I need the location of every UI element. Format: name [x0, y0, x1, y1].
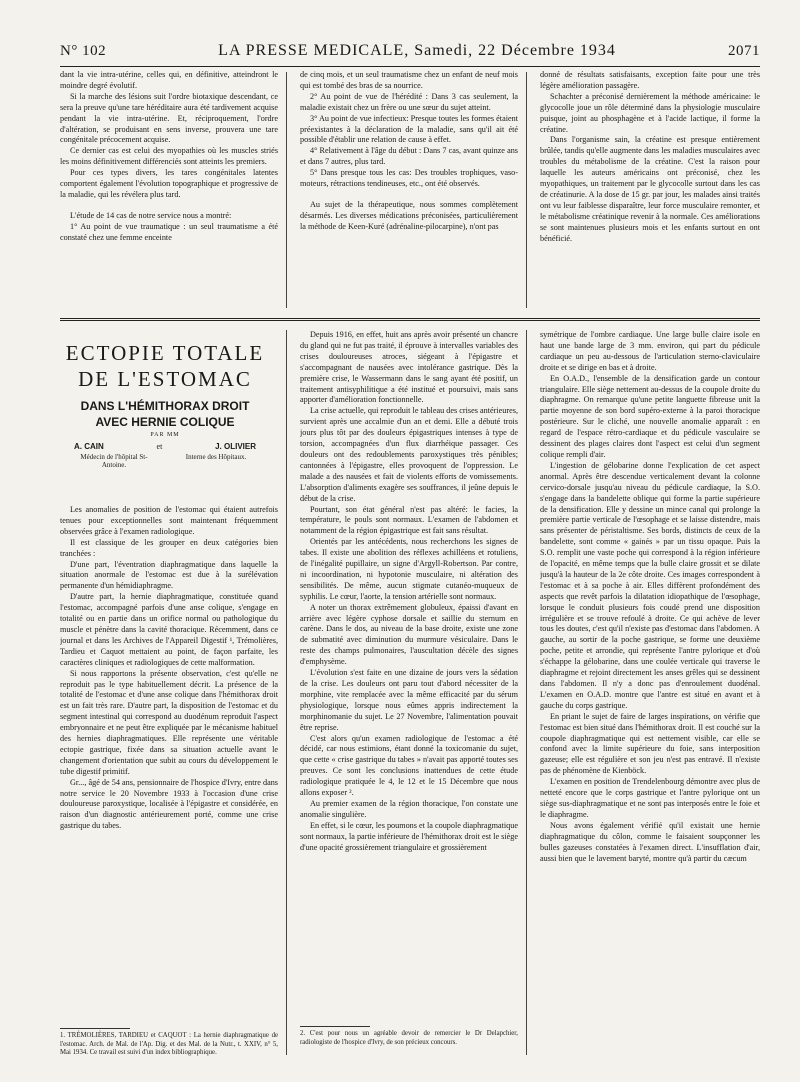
- paragraph: Dans l'organisme sain, la créatine est presque entièrement brûlée, tandis qu'elle augmente dans les maladies musculaires avec troubles du métabolisme de la créatine. C'est la raison pour laquelle les auteurs américains ont préconisé, chez les myopathiques, un traitement par le glycocolle surtout dans les cas de créatinurie. A la dose de 15 gr. par jour, les malades ainsi traités ont vu leur faiblesse disparaître, leur force musculaire remonter, et le métabolisme créatinique revenir à la normale. Ces améliorations se sont maintenues plusieurs mois et les enfants surtout en ont bénéficié.: [540, 135, 760, 243]
- author-cain: A. CAIN: [74, 442, 104, 451]
- paragraph: 4° Relativement à l'âge du début : Dans 7 cas, avant quinze ans et dans 7 autres, plus tard.: [300, 146, 518, 167]
- paragraph: Il est classique de les grouper en deux catégories bien tranchées :: [60, 537, 278, 558]
- paragraph: Les anomalies de position de l'estomac qui étaient autrefois tenues pour exceptionnelles sont maintenant fréquemment observées grâce à l'examen radiologique.: [60, 505, 278, 536]
- paragraph: Pourtant, son état général n'est pas altéré: le facies, la température, le pouls sont normaux. L'examen de l'abdomen et notamment de la région épigastrique est fait sans résultat.: [300, 504, 518, 536]
- paragraph: La crise actuelle, qui reproduit le tableau des crises antérieures, survient après une accalmie d'un an et demi. Elle a débuté trois jours plus tôt par des douleurs épigastriques intenses à type de torsion, accompagnées d'un flux diarrhéique passager. Ces douleurs ont des redoublements paroxystiques très pénibles; cantonnées à l'épigastre, elles provoquent de l'oppression. Le malade a des nausées et fait de violents efforts de vomissements. L'absorption d'aliments exagère ses souffrances, il jeûne depuis le début de la crise.: [300, 406, 518, 503]
- paragraph: Si la marche des lésions suit l'ordre biotaxique descendant, ce sera la preuve qu'une tare héréditaire aura été tardivement acquise pendant la vie intra-utérine. Et, réciproquement, l'ordre d'altération, se produisant en sens inverse, prouvera une tare congénitale précocement acquise.: [60, 91, 278, 145]
- top-column-2: [300, 70, 518, 310]
- author-olivier: J. OLIVIER: [215, 442, 256, 451]
- paragraph: D'une part, l'éventration diaphragmatique dans laquelle la situation anormale de l'estomac est due à la surélévation permanente d'un hémidiaphragme.: [60, 559, 278, 591]
- authors-block: [60, 432, 270, 469]
- article-title-block: [60, 340, 270, 430]
- paragraph: symétrique de l'ombre cardiaque. Une large bulle claire isole en haut une bande large de 3 mm. environ, qui part du pédicule cardiaque un peu au-dessous de l'articulation sterno-claviculaire droite et se dirige en bas et à droite.: [540, 330, 760, 372]
- paragraph: 1° Au point de vue traumatique : un seul traumatisme a été constaté chez une femme enceinte: [60, 221, 278, 242]
- paragraph: L'évolution s'est faite en une dizaine de jours vers la sédation de la crise. Les douleurs ont paru tout d'abord nécessiter de la morphine, vite remplacée avec la même efficacité par du sérum physiologique, lorsque nous eûmes appris indirectement la morphinomanie du sujet. Le 27 Novembre, l'alimentation pouvait être reprise.: [300, 668, 518, 732]
- paragraph: Gr..., âgé de 54 ans, pensionnaire de l'hospice d'Ivry, entre dans notre service le 20 Novembre 1933 à l'occasion d'une crise douloureuse paroxystique, localisée à l'épigastre et considérée, en raison d'un diagnostic antérieurement porté, comme une crise gastrique du tabes.: [60, 777, 278, 831]
- paragraph: En O.A.D., l'ensemble de la densification garde un contour triangulaire. Elle siège nettement au-dessus de la coupole droite du diaphragme. On remarque qu'une petite languette fibreuse unit la partie moyenne de son bord supéro-externe à la paroi thoracique postérieure. Sur le cliché, une nouvelle anomalie apparaît : en regard de l'espace rétro-cardiaque et du pédicule vasculaire se dessinent des plages claires dont l'aspect est celui d'un segment colique rempli d'air.: [540, 373, 760, 459]
- paragraph: L'étude de 14 cas de notre service nous a montré:: [70, 210, 232, 220]
- paragraph: Au premier examen de la région thoracique, l'on constate une anomalie singulière.: [300, 798, 518, 819]
- paragraph: 2° Au point de vue de l'hérédité : Dans 3 cas seulement, la maladie existait chez un frère ou une sœur du sujet atteint.: [300, 91, 518, 112]
- paragraph: donné de résultats satisfaisants, exception faite pour une très légère amélioration passagère.: [540, 70, 760, 90]
- article-subtitle-line-1: DANS L'HÉMITHORAX DROIT: [80, 399, 250, 413]
- column-rule: [286, 72, 287, 308]
- article-subtitle-line-2: AVEC HERNIE COLIQUE: [95, 415, 235, 429]
- footnote-rule: [300, 1026, 370, 1027]
- page-number: 2071: [728, 43, 760, 59]
- paragraph: Ce dernier cas est celui des myopathies où les muscles striés les moins définitivement différenciés sont atteints les premiers.: [60, 146, 278, 167]
- paragraph: Si nous rapportons la présente observation, c'est qu'elle ne reproduit pas le type habituellement décrit. La présence de la totalité de l'estomac et d'une anse colique dans l'hémithorax droit est un fait très rare. D'autre part, la disposition de l'estomac et du segment intestinal qui correspond au duodénum reproduit l'aspect embryonnaire et ne peut être expliquée par le mécanisme habituel des hernies diaphragmatiques. Elle représente une véritable ectopie gastrique, fixée dans sa situation actuelle avant le changement d'orientation que subit au cours du développement le tube digestif primitif.: [60, 668, 278, 776]
- paragraph: dant la vie intra-utérine, celles qui, en définitive, atteindront le moindre degré évolutif.: [60, 70, 278, 90]
- article-title-line-1: ECTOPIE TOTALE: [65, 341, 265, 365]
- paragraph: Pour ces types divers, les tares congénitales latentes comportent également l'évolution topographique et progressive de la maladie, qui les révélera plus tard.: [60, 168, 278, 199]
- journal-title: LA PRESSE MEDICALE, Samedi, 22 Décembre 1934: [218, 42, 616, 59]
- paragraph: A noter un thorax extrêmement globuleux, épaissi d'avant en arrière avec légère cyphose dorsale et saillie du sternum en carène. Dans le dos, au niveau de la base droite, existe une zone de submatité avec diminution du murmure vésiculaire. Dans le reste des champs pulmonaires, l'auscultation décèle des signes d'emphysème.: [300, 602, 518, 667]
- par-label: PAR MM: [150, 432, 180, 438]
- author-olivier-role: Interne des Hôpitaux.: [185, 453, 247, 461]
- top-column-1: [60, 70, 278, 310]
- paragraph: 3° Au point de vue infectieux: Presque toutes les formes étaient préexistantes à la déclaration de la maladie, sans qu'il ait été possible d'établir une relation de cause à effet.: [300, 113, 518, 145]
- paragraph: Orientés par les antécédents, nous recherchons les signes de tabes. Il existe une abolition des réflexes achilléens et rotuliens, de l'inégalité pupillaire, un signe d'Argyll-Robertson. Par contre, ni incoordination, ni hypotonie musculaire, ni altération des sensibilités. De même, aucun stigmate cutanéo-muqueux de syphilis. Le cœur, l'aorte, la tension artérielle sont normaux.: [300, 537, 518, 601]
- header-rule: [60, 66, 760, 67]
- footnote-1: 1. TRÉMOLIÈRES, TARDIEU et CAQUOT : La hernie diaphragmatique de l'estomac. Arch. de Mal. de l'Ap. Dig. et des Mal. de la Nutr., t. XXIV, n° 5, Mai 1934. Ce travail est suivi d'un index bibliographique.: [60, 1032, 278, 1057]
- paragraph: L'examen en position de Trendelenbourg démontre avec plus de netteté encore que le corps gastrique et l'antre pylorique ont un siège sus-diaphragmatique et ne sont pas interposés entre le foie et le diaphragme.: [540, 777, 760, 819]
- column-rule: [526, 330, 527, 1055]
- paragraph: En priant le sujet de faire de larges inspirations, on vérifie que l'estomac est bien situé dans l'hémithorax droit. Il est couché sur la coupole diaphragmatique qui est nettement visible, car elle se confond avec la limite supérieure du foie, sans interposition gazeuse; elle est régulière et son jeu n'est pas entravé. Il n'existe pas de phénomène de Kienböck.: [540, 711, 760, 776]
- paragraph: de cinq mois, et un seul traumatisme chez un enfant de neuf mois qui est tombé des bras de sa nourrice.: [300, 70, 518, 90]
- paragraph: D'autre part, la hernie diaphragmatique, constituée quand l'estomac, accompagné parfois d'une anse colique, s'engage en totalité ou en partie dans un orifice normal ou pathologique du muscle et pénètre dans la cavité thoracique. Récemment, dans ce journal et dans les Archives de l'Appareil Digestif ¹, Trémolières, Tardieu et Caquot mettaient au point, de façon parfaite, les caractères cliniques et radiologiques de cette malformation.: [60, 592, 278, 667]
- paragraph: Schachter a préconisé dernièrement la méthode américaine: le glycocolle joue un rôle déterminé dans la physiologie musculaire puisque, joint au phosphagène et à l'acide lactique, il forme la créatine.: [540, 91, 760, 134]
- article-column-1: [60, 505, 278, 1000]
- article-title-line-2: DE L'ESTOMAC: [78, 367, 252, 391]
- page-header: [60, 42, 760, 64]
- paragraph: Au sujet de la thérapeutique, nous sommes complètement désarmés. Les diverses médications préconisées, particulièrement la méthode de Keen-Kuré (adrénaline-pilocarpine), n'ont pas: [300, 199, 518, 231]
- paragraph: Nous avons également vérifié qu'il existait une hernie diaphragmatique du côlon, comme le faisaient soupçonner les bulles gazeuses constatées à l'examen direct. L'insufflation d'air, aussi bien que le lavement baryté, montre qu'à partir du cæcum: [540, 820, 760, 863]
- article-column-2: [300, 330, 518, 1015]
- article-column-3: [540, 330, 760, 1070]
- author-cain-role: Médecin de l'hôpital St-Antoine.: [80, 453, 148, 469]
- paragraph: Depuis 1916, en effet, huit ans après avoir présenté un chancre du gland qui ne fut pas traité, il éprouve à intervalles variables des crises douloureuses atroces, siégeant à l'épigastre et s'accompagnant de nausées avec intolérance gastrique. Dès la première crise, le Wassermann dans le sang ayant été positif, un traitement antisyphilitique a été institué et poursuivi, mais sans apporter d'amélioration fonctionnelle.: [300, 330, 518, 405]
- section-divider: [60, 318, 760, 321]
- conjunction: et: [156, 442, 163, 451]
- paragraph: 5° Dans presque tous les cas: Des troubles trophiques, vaso-moteurs, rétractions tendineuses, etc., ont été observés.: [300, 168, 518, 189]
- issue-number: N° 102: [60, 43, 107, 59]
- column-rule: [526, 72, 527, 308]
- paragraph: L'ingestion de gélobarine donne l'explication de cet aspect anormal. Après être descendue verticalement devant la colonne cervico-dorsale jusqu'au niveau du pédicule cardiaque, la S.O. s'engage dans la bandelette oblique qui forme la partie supérieure de la densification. Elle y dessine un mince canal qui prolonge la première partie verticale de l'œsophage et se laisse distendre, mais sans présenter de péristaltisme. Ses bords, distincts de ceux de la bandelette, sont comme « gainés » par un tissu opaque. Puis la S.O. remplit une vaste poche qui correspond à la région inférieure de l'opacité, en même temps que la bulle claire grossit et se dilate jusqu'à la hauteur de la 2e côte droite. Ces images correspondent à l'estomac et à sa poche à air. Elles diffèrent profondément des aspects que revêt parfois la dilatation idiopathique de l'œsophage, lorsque le conduit plusieurs fois coudé prend une disposition irrégulière et se trouve refoulé à droite. Ce qui achève de lever tous les doutes, c'est qu'il n'existe pas d'estomac dans l'abdomen. A gauche, au sortir de la poche gastrique, se forme une deuxième poche, petite et arrondie, qui représente l'antre pylorique et d'où s'échappe la gélobarine, dans une coulée verticale qui traverse le diaphragme et rejoint directement les anses grêles qui se dessinent dans l'abdomen. Il n'y a donc pas d'enroulement duodénal. L'examen en O.A.D. montre que l'antre est situé en avant et à gauche du corps gastrique.: [540, 460, 760, 710]
- footnote-2: 2. C'est pour nous un agréable devoir de remercier le Dr Delapchier, radiologiste de l'hospice d'Ivry, de son précieux concours.: [300, 1030, 518, 1046]
- paragraph: En effet, si le cœur, les poumons et la coupole diaphragmatique sont normaux, la partie inférieure de l'hémithorax droit est le siège d'une opacité grossièrement triangulaire et grossièrement: [300, 820, 518, 852]
- column-rule: [286, 330, 287, 1055]
- top-column-3: [540, 70, 760, 310]
- footnote-rule: [60, 1028, 130, 1029]
- paragraph: C'est alors qu'un examen radiologique de l'estomac a été décidé, car nous estimions, étant donné la toxicomanie du sujet, que cette « crise gastrique du tabes » n'avait pas apporté toutes ses preuves. Ce sont les conclusions inattendues de cette étude radiologique pratiquée le 4, le 12 et le 15 Décembre que nous allons exposer ².: [300, 733, 518, 798]
